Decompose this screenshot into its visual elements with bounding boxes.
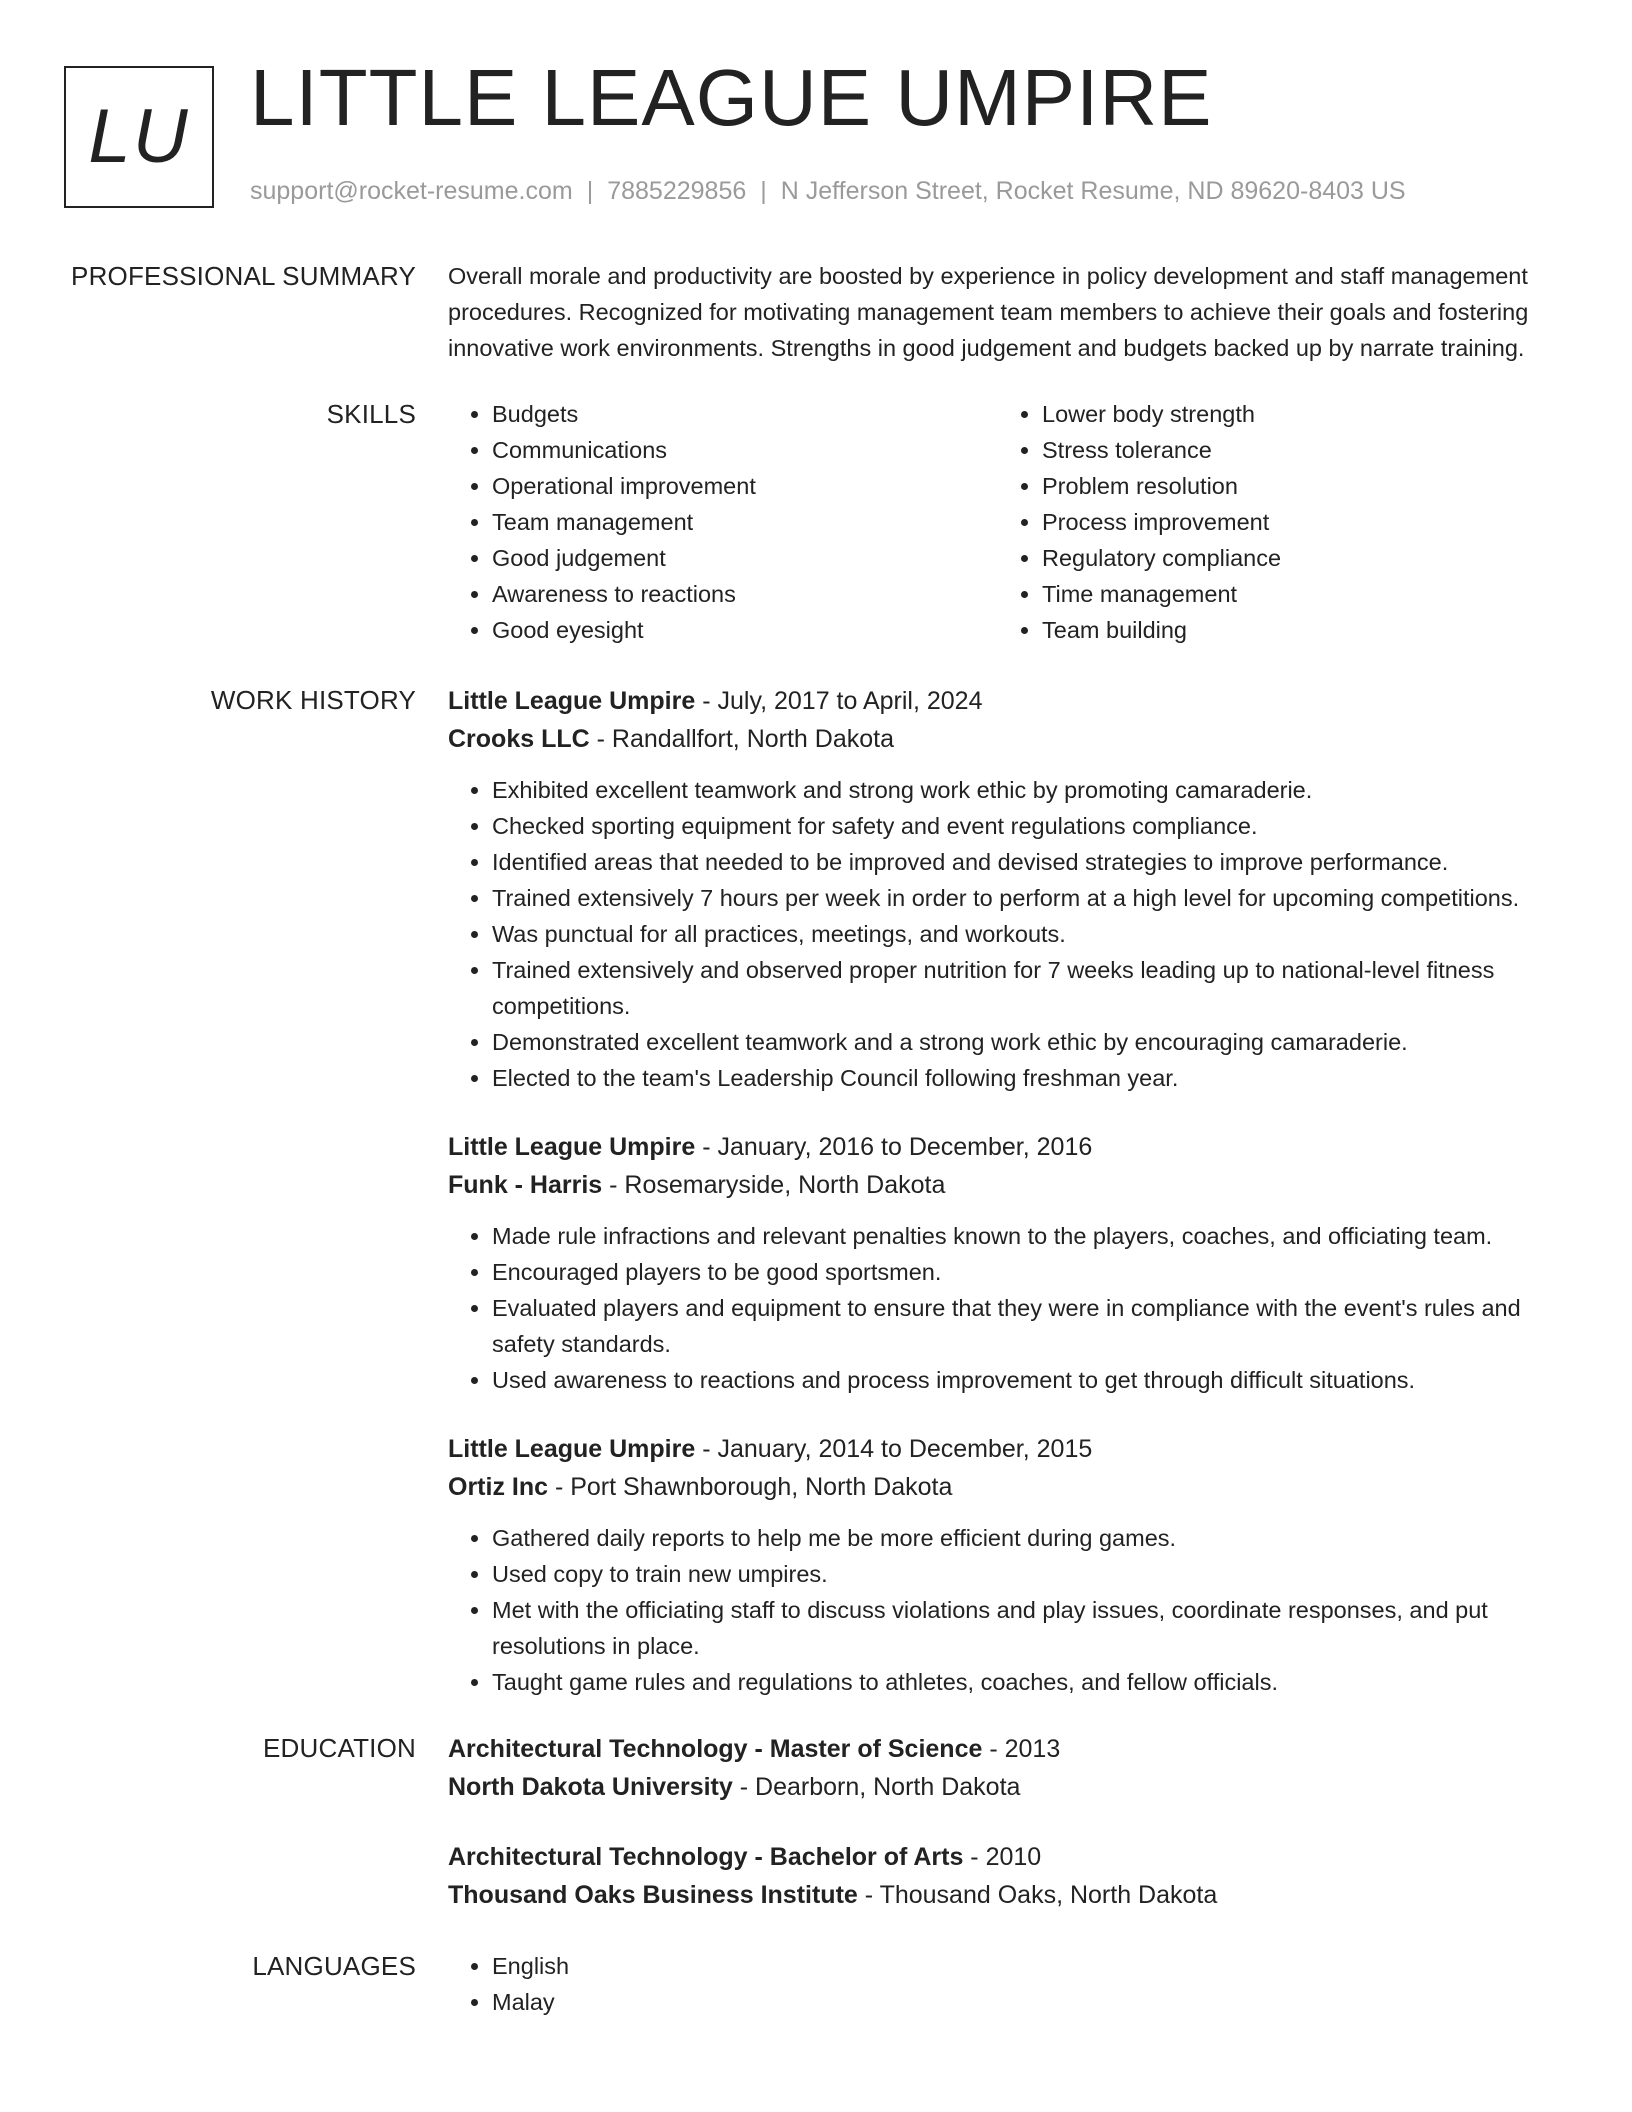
job-bullet: • Taught game rules and regulations to athletes, coaches, and fellow officials. xyxy=(492,1664,1560,1700)
monogram-text: LU xyxy=(88,94,190,179)
job-bullet: • Identified areas that needed to be improved and devised strategies to improve performance. xyxy=(492,844,1560,880)
education-degree: Architectural Technology - Master of Science xyxy=(448,1735,983,1763)
skill-item: • Regulatory compliance xyxy=(1042,540,1548,576)
education-year: - 2013 xyxy=(982,1735,1061,1763)
job-location: - Randallfort, North Dakota xyxy=(589,725,894,753)
education-degree: Architectural Technology - Bachelor of Arts xyxy=(448,1843,964,1871)
summary-label: PROFESSIONAL SUMMARY xyxy=(71,261,416,291)
skill-item: • Stress tolerance xyxy=(1042,432,1548,468)
job-bullet: • Used awareness to reactions and process improvement to get through difficult situations. xyxy=(492,1362,1560,1398)
job-bullet: • Used copy to train new umpires. xyxy=(492,1556,1560,1592)
skill-item: • Budgets xyxy=(492,396,998,432)
education-body xyxy=(448,1730,1560,1914)
education-school: North Dakota University xyxy=(448,1773,733,1801)
job-location: - Rosemaryside, North Dakota xyxy=(602,1171,946,1199)
language-item: • Malay xyxy=(492,1984,1560,2020)
education-location: - Dearborn, North Dakota xyxy=(732,1773,1021,1801)
job-bullet: • Demonstrated excellent teamwork and a strong work ethic by encouraging camaraderie. xyxy=(492,1024,1560,1060)
work-history-label: WORK HISTORY xyxy=(210,685,416,715)
skills-list-left xyxy=(448,396,998,648)
job-title: Little League Umpire xyxy=(448,1133,696,1161)
languages-section xyxy=(0,1948,1632,2020)
contact-email: support@rocket-resume.com xyxy=(250,177,573,205)
education-school-line xyxy=(448,1876,1560,1914)
languages-list xyxy=(448,1948,1560,2020)
job-company-line xyxy=(448,1468,1560,1506)
job-location: - Port Shawnborough, North Dakota xyxy=(548,1473,953,1501)
skill-item: • Time management xyxy=(1042,576,1548,612)
education-section xyxy=(0,1730,1632,1914)
contact-line xyxy=(250,176,1406,206)
job-title-line xyxy=(448,682,1560,720)
job-bullet: • Evaluated players and equipment to ensure that they were in compliance with the event's rules and safety standards. xyxy=(492,1290,1560,1362)
skill-item: • Communications xyxy=(492,432,998,468)
job-dates: - January, 2014 to December, 2015 xyxy=(695,1435,1093,1463)
job-bullets xyxy=(448,1218,1560,1398)
job-company: Funk - Harris xyxy=(448,1171,603,1199)
skills-list-right xyxy=(998,396,1548,648)
languages-body xyxy=(448,1948,1560,2020)
contact-separator: | xyxy=(586,177,594,205)
job-dates: - July, 2017 to April, 2024 xyxy=(695,687,983,715)
skill-item: • Good judgement xyxy=(492,540,998,576)
job-entry xyxy=(448,682,1560,1096)
education-year: - 2010 xyxy=(963,1843,1042,1871)
job-title-line xyxy=(448,1128,1560,1166)
education-entry xyxy=(448,1838,1560,1914)
resume-sections xyxy=(0,258,1632,2020)
candidate-name: LITTLE LEAGUE UMPIRE xyxy=(250,53,1213,142)
education-entry xyxy=(448,1730,1560,1806)
work-history-body xyxy=(448,682,1560,1700)
job-company-line xyxy=(448,720,1560,758)
job-bullet: • Checked sporting equipment for safety and event regulations compliance. xyxy=(492,808,1560,844)
job-title: Little League Umpire xyxy=(448,1435,696,1463)
education-location: - Thousand Oaks, North Dakota xyxy=(857,1881,1218,1909)
skills-section xyxy=(0,396,1632,648)
skill-item: • Good eyesight xyxy=(492,612,998,648)
job-bullet: • Met with the officiating staff to discuss violations and play issues, coordinate responses, and put resolutions in place. xyxy=(492,1592,1560,1664)
job-bullet: • Was punctual for all practices, meetings, and workouts. xyxy=(492,916,1560,952)
language-item: • English xyxy=(492,1948,1560,1984)
skill-item: • Team management xyxy=(492,504,998,540)
job-bullet: • Exhibited excellent teamwork and strong work ethic by promoting camaraderie. xyxy=(492,772,1560,808)
skill-item: • Lower body strength xyxy=(1042,396,1548,432)
education-school-line xyxy=(448,1768,1560,1806)
job-title-line xyxy=(448,1430,1560,1468)
skill-item: • Awareness to reactions xyxy=(492,576,998,612)
job-entry xyxy=(448,1430,1560,1700)
skills-body xyxy=(448,396,1560,648)
education-school: Thousand Oaks Business Institute xyxy=(448,1881,858,1909)
skill-item: • Process improvement xyxy=(1042,504,1548,540)
summary-section xyxy=(0,258,1632,366)
education-degree-line xyxy=(448,1730,1560,1768)
contact-address: N Jefferson Street, Rocket Resume, ND 89620-8403 US xyxy=(780,177,1406,205)
job-company: Crooks LLC xyxy=(448,725,590,753)
contact-separator: | xyxy=(760,177,767,205)
summary-text: Overall morale and productivity are boosted by experience in policy development and staff management procedures. Recognized for motivating management team members to achieve their goals and fostering innovative work environments. Strengths in good judgement and budgets backed up by narrate training. xyxy=(448,263,1529,361)
job-company-line xyxy=(448,1166,1560,1204)
education-degree-line xyxy=(448,1838,1560,1876)
languages-label: LANGUAGES xyxy=(252,1951,416,1981)
job-entry xyxy=(448,1128,1560,1398)
job-company: Ortiz Inc xyxy=(448,1473,549,1501)
skills-label: SKILLS xyxy=(326,399,416,429)
job-bullet: • Trained extensively and observed proper nutrition for 7 weeks leading up to national-level fitness competitions. xyxy=(492,952,1560,1024)
education-label: EDUCATION xyxy=(263,1733,416,1763)
skill-item: • Problem resolution xyxy=(1042,468,1548,504)
job-title: Little League Umpire xyxy=(448,687,696,715)
job-bullet: • Encouraged players to be good sportsmen. xyxy=(492,1254,1560,1290)
job-bullets xyxy=(448,772,1560,1096)
skill-item: • Team building xyxy=(1042,612,1548,648)
job-bullet: • Trained extensively 7 hours per week in order to perform at a high level for upcoming competitions. xyxy=(492,880,1560,916)
contact-phone: 7885229856 xyxy=(607,177,747,205)
skill-item: • Operational improvement xyxy=(492,468,998,504)
job-bullet: • Gathered daily reports to help me be more efficient during games. xyxy=(492,1520,1560,1556)
monogram-badge xyxy=(64,66,214,208)
job-dates: - January, 2016 to December, 2016 xyxy=(695,1133,1093,1161)
work-history-section xyxy=(0,682,1632,1700)
job-bullet: • Made rule infractions and relevant penalties known to the players, coaches, and officiating team. xyxy=(492,1218,1560,1254)
summary-body xyxy=(448,258,1560,366)
job-bullet: • Elected to the team's Leadership Council following freshman year. xyxy=(492,1060,1560,1096)
job-bullets xyxy=(448,1520,1560,1700)
